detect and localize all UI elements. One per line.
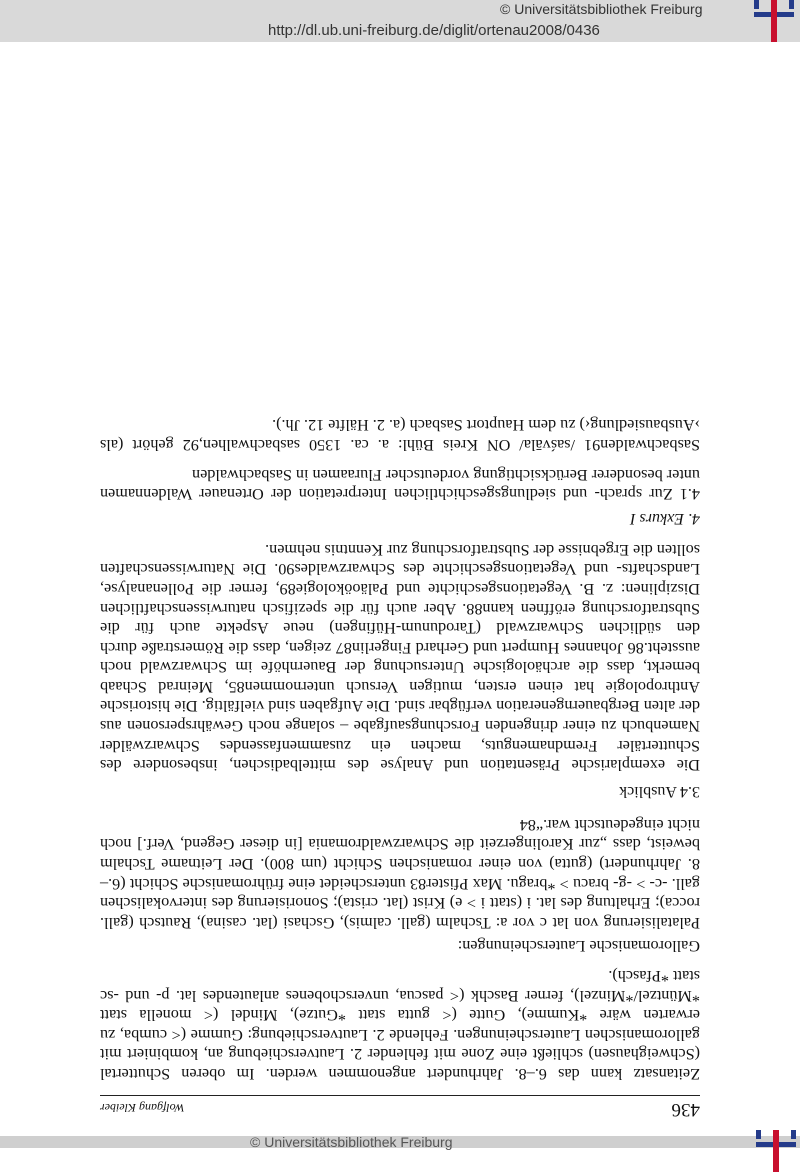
running-head bbox=[100, 1095, 700, 1120]
paragraph: Galloromanische Lauterscheinungen: bbox=[457, 937, 700, 956]
copyright-notice: © Universitätsbibliothek Freiburg bbox=[500, 1, 703, 17]
university-logo-icon bbox=[750, 0, 798, 42]
university-logo-bottom-icon bbox=[752, 1130, 800, 1148]
paragraph: Die exemplarische Präsentation und Analyse des mittelbadischen, insbesondere des Schuttertäler Fremdnamenguts, machen ein zusammenfassendes Schwarzwälder Namenbuch zu einer dringenden Forschungsaufgabe – solange noch Gewährspersonen aus der alten Bergbauerngeneration verfügbar sind. Die Aufgaben sind vielfältig. Die historische Anthropologie hat einen ersten, mutigen Versuch unternommen85, Meinrad Schaab bemerkt, dass die archäologische Untersuchung der Bauernhöfe im Schwarzwald noch aussteht.86 Johannes Humpert und Gerhard Fingerlin87 zeigen, dass die Römerstraße durch den südlichen Schwarzwald (Tarodunum-Hüfingen) neue Aspekte auch für die Substratforschung eröffnen kann88. Aber auch für die spezifisch naturwissenschaftlichen Disziplinen: z. B. Vegetationsgeschichte und Paläoökologie89, ferner die Pollenanalyse, Landschafts- und Vegetationsgeschichte des Schwarzwaldes90. Die Naturwissenschaften sollten die Ergebnisse der Substratforschung zur Kenntnis nehmen. bbox=[100, 540, 700, 775]
paragraph: Palatalisierung von lat c vor a: Tschalm (gall. calmis), Gschasi (lat. casina), Rautsch (gall. rocca); Erhaltung des lat. i (statt i > e) Krist (lat. crista); Sonorisierung des intervokalischen gall. -c- > -g- bracu > *bragu. Max Pfister83 unterscheidet eine frühromanische Schicht (6.–8. Jahrhundert) (gutta) von einer romanischen Schicht (um 800). Der Leitname Tschalm beweist, dass „zur Karolingerzeit die Schwarzwaldromania [in dieser Gegend, Verf.] noch nicht eingedeutscht war.“84 bbox=[100, 815, 700, 932]
page-number: 436 bbox=[671, 1099, 700, 1120]
paragraph: 4.1 Zur sprach- und siedlungsgeschichtlichen Interpretation der Ortenauer Waldennamen unter besonderer Berücksichtigung vordeutscher Fluraamen in Sasbachwalden bbox=[100, 465, 700, 504]
scanned-page bbox=[100, 60, 700, 1120]
section-heading-ausblick: 3.4 Ausblick bbox=[619, 783, 700, 801]
paragraph: Zeitansatz kann das 6.–8. Jahrhundert angenommen werden. Im oberen Schuttertal (Schweighausen) schließt eine Zone mit fehlender 2. Lautverschiebung an, kombiniert mit galloromanischen Lauterscheinungen. Fehlende 2. Lautverschiebung: Gumme (< cumba, zu erwarten wäre *Kumme), Gutte (< gutta statt *Gutze), Mindel (< monella statt *Müntzel/*Minzel), ferner Baschk (< pascua, unverschobenes anlautendes lat. p- und -sc statt *Pfasch). bbox=[100, 967, 700, 1083]
author-name: Wolfgang Kleiber bbox=[100, 1101, 185, 1115]
page-url[interactable]: http://dl.ub.uni-freiburg.de/diglit/ortenau2008/0436 bbox=[268, 22, 600, 39]
section-heading-exkurs: 4. Exkurs I bbox=[630, 510, 700, 528]
paragraph: Sasbachwalden91 /saśvāla/ ON Kreis Bühl: a. ca. 1350 sasbachwalhen,92 gehört (als ›Ausbausiedlung‹) zu dem Hauptort Sasbach (a. 2. Hälfte 12. Jh.). bbox=[100, 416, 700, 454]
bottom-copyright: © Universitätsbibliothek Freiburg bbox=[250, 1134, 453, 1150]
